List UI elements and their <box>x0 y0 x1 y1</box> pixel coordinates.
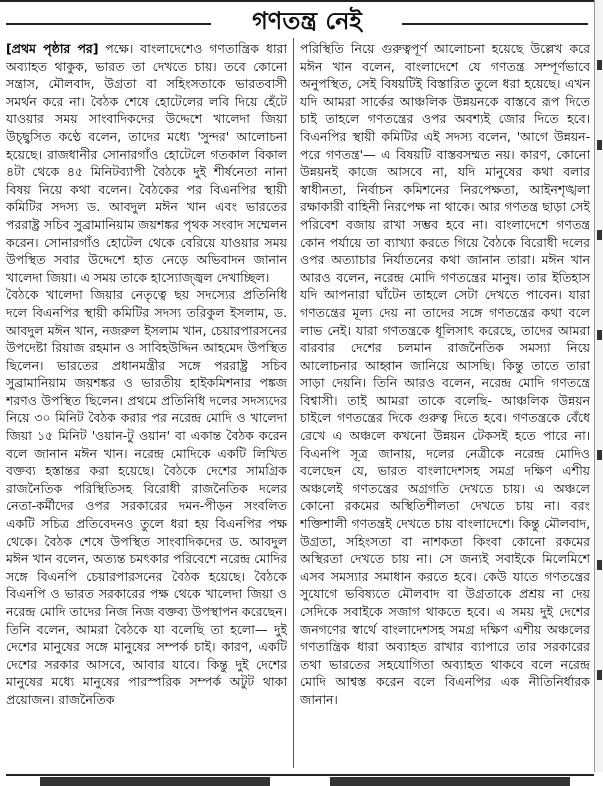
headline-rule-right <box>402 23 588 25</box>
paragraph-text: পক্ষে। বাংলাদেশেও গণতান্ত্রিক ধারা অব্যাহত থাকুক, ভারত তা দেখতে চায়। তবে কোনো সন্ত্রাস, মৌলবাদ, উগ্রতা বা সহিংসতাকে ভারতবাসী সমর্থন করে না। বৈঠক শেষে হোটেলের লবি দিয়ে হেঁটে যাওয়ার সময় সাংবাদিকদের উদ্দেশে খালেদা জিয়া উচ্ছ্বসিত কণ্ঠে বলেন, তাদের মধ্যে 'সুন্দর' আলোচনা হয়েছে। রাজধানীর সোনারগাঁও হোটেলে গতকাল বিকাল ৪টা থেকে ৪৫ মিনিটব্যাপী বৈঠকে দুই শীর্ষনেতা নানা বিষয় নিয়ে কথা বলেন। বৈঠকের পর বিএনপির স্থায়ী কমিটির সদস্য ড. আবদুল মঈন খান এবং ভারতের পররাষ্ট্র সচিব সুব্রামানিয়াম জয়শঙ্কর পৃথক সংবাদ সম্মেলন করেন। সোনারগাঁও হোটেল থেকে বেরিয়ে যাওয়ার সময় উপস্থিত সবার উদ্দেশে হাত নেড়ে অভিবাদন জানান খালেদা জিয়া। এ সময় তাকে হাস্যোজ্জ্বল দেখাচ্ছিল। <box>6 41 287 285</box>
headline-rule-left <box>6 23 211 25</box>
paragraph <box>6 40 287 286</box>
bottom-strip <box>0 772 603 786</box>
column-divider <box>293 38 294 768</box>
top-rule <box>0 0 603 2</box>
paragraph: পরিস্থিতি নিয়ে গুরুত্বপূর্ণ আলোচনা হয়েছে উল্লেখ করে মঈন খান বলেন, বাংলাদেশে যে গণতন্ত্র সম্পূর্ণভাবে অনুপস্থিত, সেই বিষয়টিই বিস্তারিত তুলে ধরা হয়েছে। এখন যদি আমরা সার্কের আঞ্চলিক উন্নয়নকে বাস্তবে রূপ দিতে চাই তাহলে গণতন্ত্রের ওপর অবশ্যই জোর দিতে হবে। বিএনপির স্থায়ী কমিটির এই সদস্য বলেন, 'আগে উন্নয়ন-পরে গণতন্ত্র'— এ বিষয়টি বাস্তবসম্মত নয়। কারণ, কোনো উন্নয়নই কাজে আসবে না, যদি মানুষের কথা বলার স্বাধীনতা, নির্বাচন কমিশনের নিরপেক্ষতা, আইনশৃঙ্খলা রক্ষাকারী বাহিনী নিরপেক্ষ না থাকে। আর গণতন্ত্র ছাড়া সেই পরিবেশ বজায় রাখা সম্ভব হবে না। বাংলাদেশে গণতন্ত্র কোন পর্যায়ে তা ব্যাখ্যা করতে গিয়ে বৈঠকে বিরোধী দলের ওপর অত্যাচার নির্যাতনের কথা জানান তারা। মঈন খান আরও বলেন, নরেন্দ্র মোদি গণতন্ত্রের মানুষ। তার ইতিহাস যদি আপনারা ঘাঁটেন তাহলে সেটা দেখতে পাবেন। যারা গণতন্ত্রের মূল্য দেয় না তাদের সঙ্গে গণতন্ত্রের কথা বলে লাভ নেই। যারা গণতন্ত্রকে ধূলিসাৎ করেছে, তাদের আমরা বারবার দেশের চলমান রাজনৈতিক সমস্যা নিয়ে আলোচনার আহ্বান জানিয়ে আসছি। কিন্তু তাতে তারা সাড়া দেয়নি। তিনি আরও বলেন, নরেন্দ্র মোদি গণতন্ত্রে বিশ্বাসী। তাই আমরা তাকে বলেছি- আঞ্চলিক উন্নয়ন চাইলে গণতন্ত্রের দিকে গুরুত্ব দিতে হবে। গণতন্ত্রকে বেঁধে রেখে এ অঞ্চলে কখনো উন্নয়ন টেকসই হতে পারে না। বিএনপি সূত্র জানায়, দলের নেত্রীকে নরেন্দ্র মোদিও বলেছেন যে, ভারত বাংলাদেশসহ সমগ্র দক্ষিণ এশীয় অঞ্চলেই গণতন্ত্রের অগ্রগতি দেখতে চায়। এ অঞ্চলে কোনো রকমের অস্থিতিশীলতা দেখতে চায় না। বরং শক্তিশালী গণতন্ত্রই দেখতে চায় বাংলাদেশে। কিন্তু মৌলবাদ, উগ্রতা, সহিংসতা বা নাশকতা কিংবা কোনো রকমের অস্থিরতা দেখতে চায় না। সে জন্যই সবাইকে মিলেমিশে এসব সমস্যার সমাধান করতে হবে। কেউ যাতে গণতন্ত্রের সুযোগে ভবিষ্যতে মৌলবাদ বা উগ্রতাকে প্রশ্রয় না দেয় সেদিকে সবাইকে সজাগ থাকতে হবে। এ সময় দুই দেশের জনগণের স্বার্থে বাংলাদেশসহ সমগ্র দক্ষিণ এশীয় অঞ্চলের গণতান্ত্রিক ধারা অব্যাহত রাখার ব্যাপারে তার সরকারের তথা ভারতের সহযোগিতা অব্যাহত থাকবে বলে নরেন্দ্র মোদি আশ্বস্ত করেন বলে বিএনপির এক নীতিনির্ধারক জানান। <box>300 41 590 707</box>
continuation-marker: [প্রথম পৃষ্ঠার পর] <box>6 41 99 56</box>
headline: গণতন্ত্র নেই <box>252 6 362 35</box>
paragraph: বৈঠকে খালেদা জিয়ার নেতৃত্বে ছয় সদস্যের প্রতিনিধি দলে বিএনপির স্থায়ী কমিটির সদস্য তরিকুল ইসলাম, ড. আবদুল মঈন খান, নজরুল ইসলাম খান, চেয়ারপারসনের উপদেষ্টা রিয়াজ রহমান ও সাবিহউদ্দিন আহমেদ উপস্থিত ছিলেন। ভারতের প্রধানমন্ত্রীর সঙ্গে পররাষ্ট্র সচিব সুব্রামানিয়াম জয়শঙ্কর ও ভারতীয় হাইকমিশনার পঙ্কজ শরণও উপস্থিত ছিলেন। প্রথমে প্রতিনিধি দলের সদস্যদের নিয়ে ৩০ মিনিট বৈঠক করার পর নরেন্দ্র মোদি ও খালেদা জিয়া ১৫ মিনিট 'ওয়ান-টু ওয়ান' বা একান্ত বৈঠক করেন বলে জানান মঈন খান। নরেন্দ্র মোদিকে একটি লিখিত বক্তব্য হস্তান্তর করা হয়েছে। বৈঠকে দেশের সামগ্রিক রাজনৈতিক পরিস্থিতিসহ বিরোধী রাজনৈতিক দলের নেতা-কর্মীদের ওপর সরকারের দমন-পীড়ন সংবলিত একটি সচিত্র প্রতিবেদনও তুলে ধরা হয় বিএনপির পক্ষ থেকে। বৈঠক শেষে উপস্থিত সাংবাদিকদের ড. আবদুল মঈন খান বলেন, অত্যন্ত চমৎকার পরিবেশে নরেন্দ্র মোদির সঙ্গে বিএনপি চেয়ারপারসনের বৈঠক হয়েছে। বৈঠকে বিএনপি ও ভারত সরকারের পক্ষ থেকে খালেদা জিয়া ও নরেন্দ্র মোদি তাদের নিজ নিজ বক্তব্য উপস্থাপন করেছেন। তিনি বলেন, আমরা বৈঠকে যা বলেছি তা হলো— দুই দেশের মানুষের সঙ্গে মানুষের সম্পর্ক চাই। কারণ, একটি দেশের সরকার আসবে, আবার যাবে। কিন্তু দুই দেশের মানুষের মধ্যে মানুষের পারস্পরিক সম্পর্ক অটুট থাকা প্রয়োজন। রাজনৈতিক <box>6 287 287 707</box>
article-column-left <box>6 40 287 768</box>
article-column-right <box>300 40 590 768</box>
adjacent-column-edge <box>594 0 603 786</box>
